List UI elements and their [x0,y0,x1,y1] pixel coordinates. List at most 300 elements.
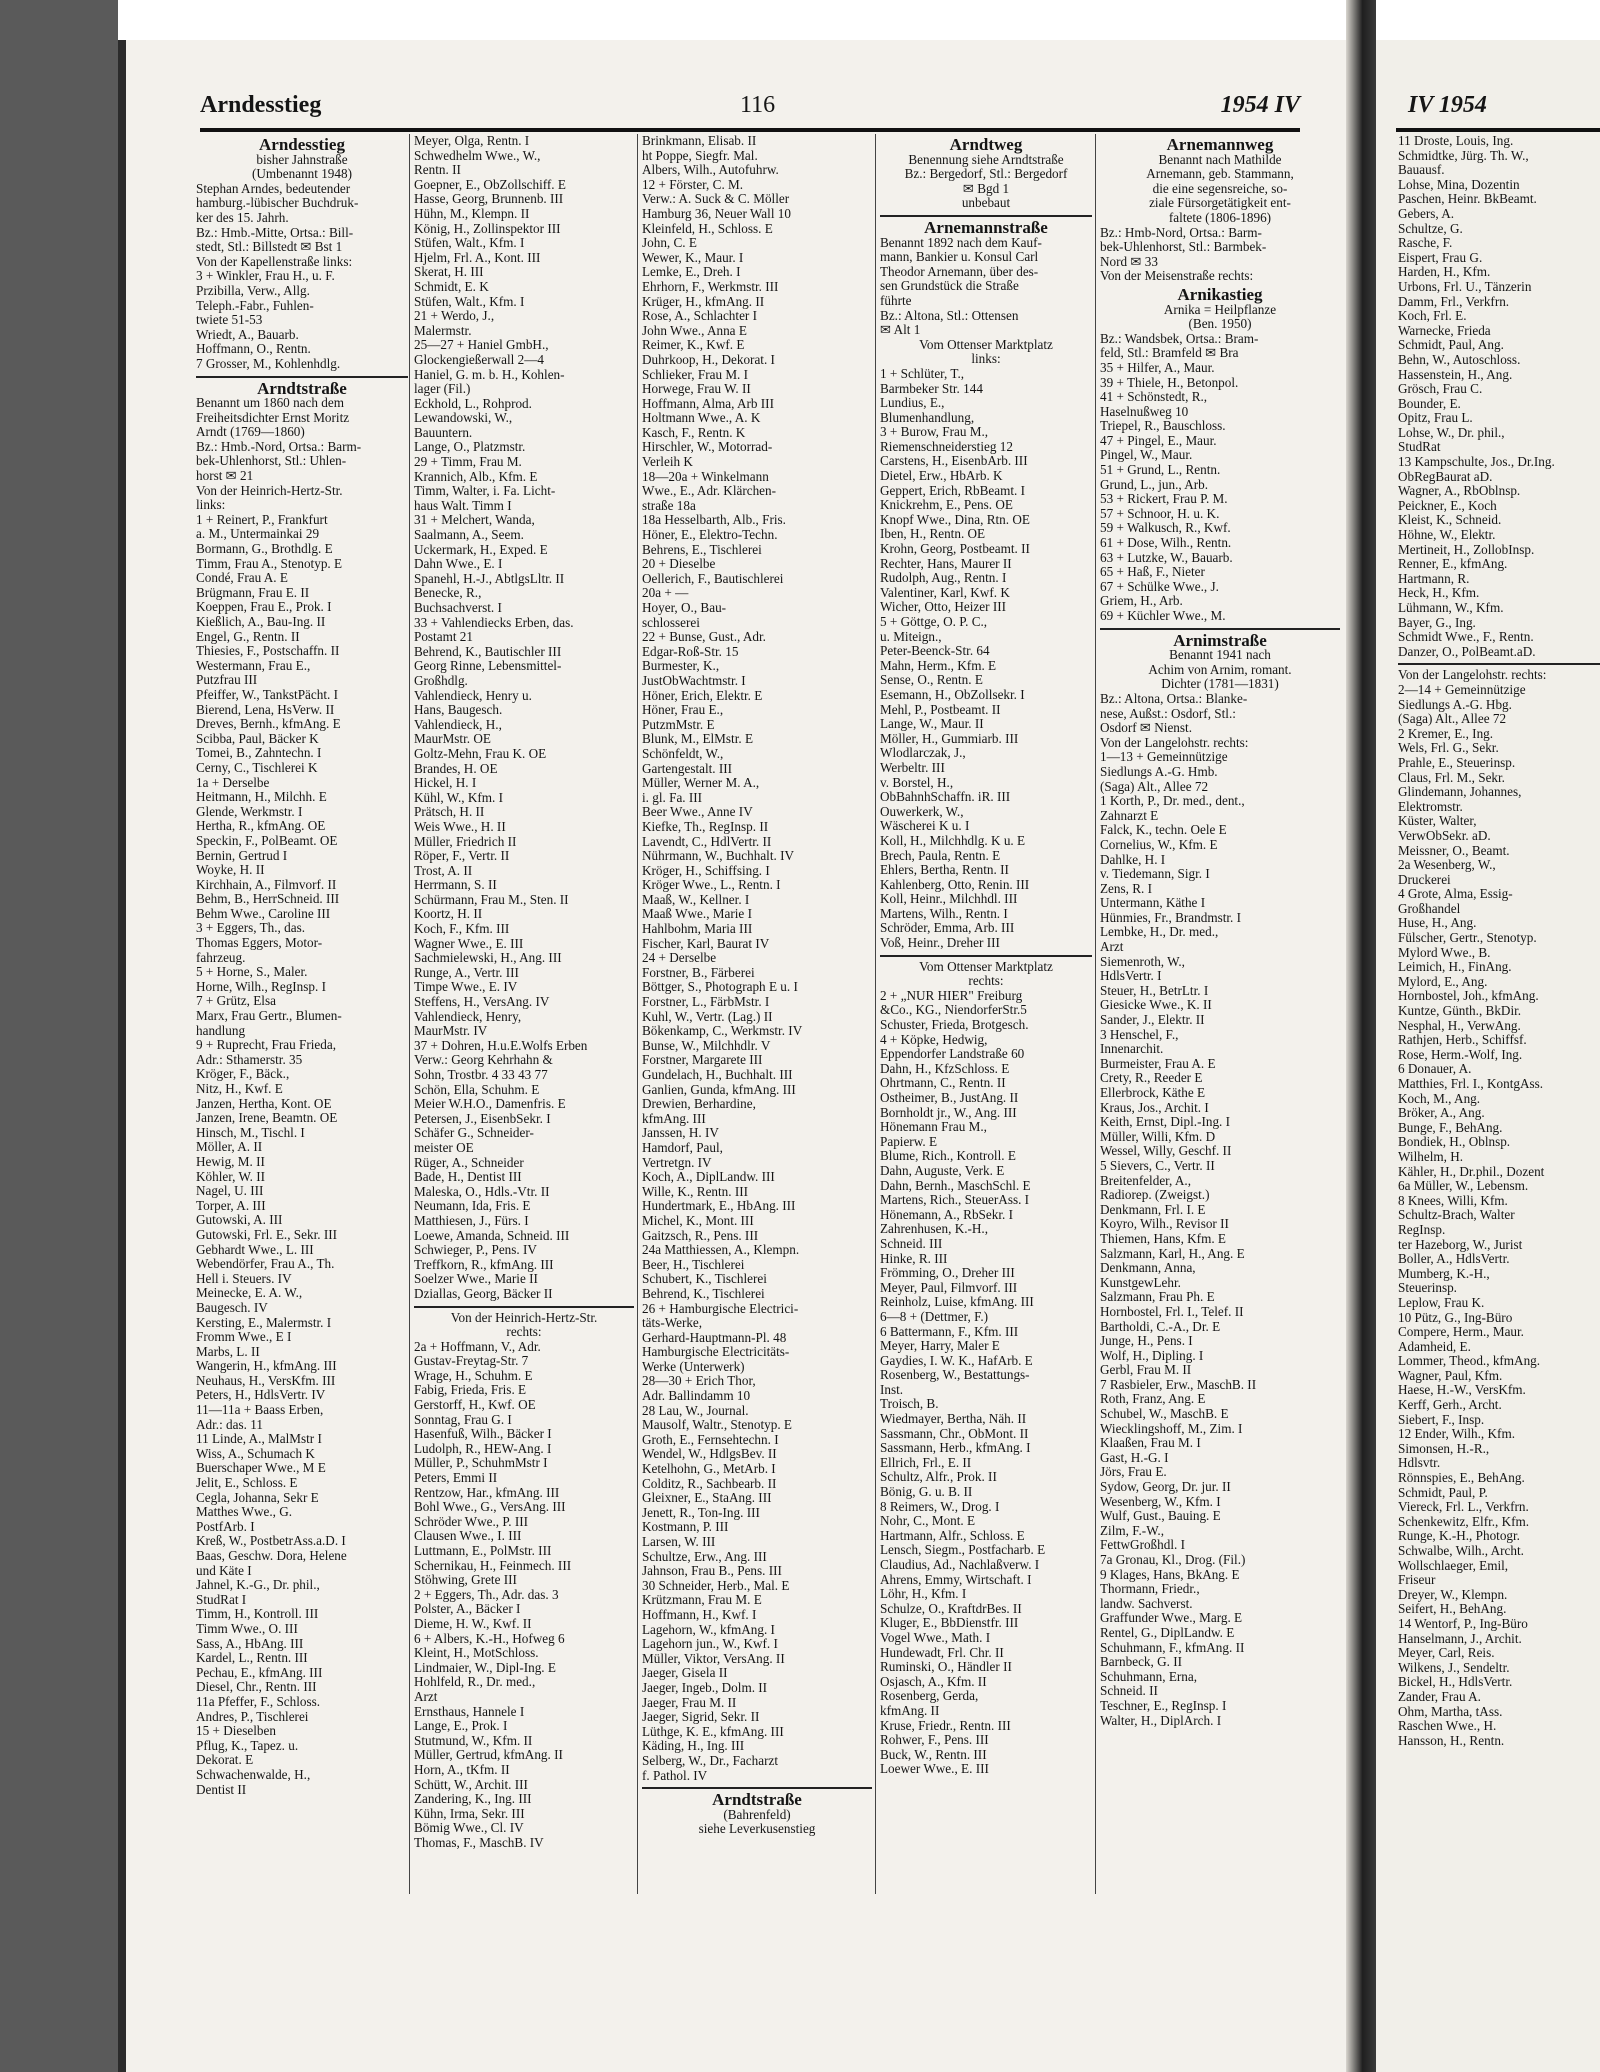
directory-entry: Müller, Friedrich II [414,834,517,849]
directory-entry: Zens, R. I [1100,881,1153,896]
directory-entry: Albers, Wilh., Autofuhrw. [642,163,779,178]
directory-entry: Peickner, E., Koch [1398,498,1497,513]
directory-entry: Peters, H., HdlsVertr. IV [196,1388,326,1403]
directory-entry: 2a Wesenberg, W., [1398,858,1496,873]
directory-entry: Rüger, A., Schneider [414,1155,524,1170]
directory-entry: Beer, H., Tischlerei [642,1257,745,1272]
directory-entry: Schwalbe, Wilh., Archt. [1398,1544,1524,1558]
directory-entry: Postamt 21 [414,630,473,645]
street-heading: Arndtstraße [712,1790,802,1810]
directory-entry: 7 Grosser, M., Kohlenhdlg. [196,356,341,371]
directory-entry: Benecke, R., [414,586,482,601]
directory-entry: Martens, Rich., SteuerAss. I [880,1193,1030,1208]
page-number: 116 [740,92,776,118]
directory-entry: Maaß Wwe., Marie I [642,907,752,922]
street-heading: Arndtstraße [257,378,347,398]
directory-entry: lager (Fil.) [414,382,471,397]
directory-entry: 9 Klages, Hans, BkAng. E [1100,1567,1240,1582]
directory-entry: Leimich, H., FinAng. [1398,960,1512,975]
directory-entry: u. Miteign., [880,629,942,644]
directory-entry: Schmidt Wwe., F., Rentn. [1398,630,1534,645]
directory-entry: Fischer, Karl, Baurat IV [642,936,770,951]
directory-entry: 2 + „NUR HIER" Freiburg [880,988,1023,1003]
directory-entry: Bohl Wwe., G., VersAng. III [414,1500,566,1515]
directory-entry: Neumann, Ida, Fris. E [414,1199,531,1214]
directory-entry: 35 + Hilfer, A., Maur. [1100,360,1215,375]
directory-entry: Dreves, Bernh., kfmAng. E [196,717,341,732]
directory-entry: Loewer Wwe., E. III [880,1762,989,1777]
directory-entry: Boller, A., HdlsVertr. [1398,1252,1510,1267]
directory-entry: Putzfrau III [196,673,258,688]
directory-entry: Engel, G., Rentn. II [196,629,300,644]
directory-entry: 5 + Göttge, O. P. C., [880,615,988,629]
directory-entry: Lemke, E., Dreh. I [642,265,741,280]
directory-entry: Groth, E., Fernsehtechn. I [642,1432,779,1447]
directory-entry: Bunge, F., BehAng. [1398,1120,1503,1135]
street-note: die eine segensreiche, so- [1152,181,1288,196]
directory-entry: Arzt [414,1689,438,1704]
street-note: ziale Fürsorgetätigkeit ent- [1149,196,1291,211]
directory-entry: Wilhelm, H. [1398,1149,1464,1164]
directory-entry: 26 + Hamburgische Electrici- [642,1301,799,1316]
directory-entry: Zilm, F.-W., [1100,1523,1165,1538]
directory-entry: Edgar-Roß-Str. 15 [642,644,739,659]
directory-entry: Meyer, Olga, Rentn. I [414,134,530,148]
directory-entry: Lensch, Siegm., Postfacharb. E [880,1543,1046,1558]
directory-entry: Hinke, R. III [880,1251,948,1266]
directory-entry: Wulf, Gust., Bauing. E [1100,1509,1221,1524]
directory-entry: Wiss, A., Schumach K [196,1446,315,1461]
directory-entry: Schuhmann, Erna, [1100,1669,1198,1684]
directory-entry: Bömig Wwe., Cl. IV [414,1821,524,1836]
directory-entry: 8 Reimers, W., Drog. I [880,1499,1000,1514]
directory-entry: nese, Außst.: Osdorf, Stl.: [1100,706,1236,721]
directory-entry: Sachmielewski, H., Ang. III [414,951,562,966]
directory-entry: Verw.: Georg Kehrhahn & [414,1053,553,1068]
directory-entry: 11a Pfeffer, F., Schloss. [196,1694,321,1709]
directory-entry: Buck, W., Rentn. III [880,1747,987,1762]
directory-entry: mann, Bankier u. Konsul Carl [880,250,1039,265]
directory-entry: straße 18a [642,498,696,513]
directory-entry: Nord ✉ 33 [1100,254,1158,269]
directory-entry: Hühn, M., Klempn. II [414,206,530,221]
directory-entry: Blunk, M., ElMstr. E [642,732,754,747]
directory-entry: Prahle, E., Steuerinsp. [1398,755,1516,770]
directory-entry: Carstens, H., EisenbArb. III [880,454,1028,469]
directory-entry: Großhdlg. [414,673,468,688]
directory-entry: führte [880,293,912,308]
directory-entry: Behrend, K., Bautischler III [414,644,562,659]
directory-entry: HdlsVertr. I [1100,969,1162,984]
directory-entry: (Saga) Alt., Allee 72 [1398,712,1507,727]
directory-entry: Schultz, Alfr., Prok. II [880,1470,997,1485]
directory-entry: 12 Ender, Wilh., Kfm. [1398,1427,1515,1442]
directory-entry: sen Grundstück die Straße [880,279,1019,294]
directory-entry: Hansson, H., Rentn. [1398,1733,1505,1748]
directory-entry: 18—20a + Winkelmann [642,469,769,484]
directory-entry: Gundelach, H., Buchhalt. III [642,1068,793,1082]
directory-entry: Larsen, W. III [642,1535,716,1549]
directory-entry: Rose, Herm.-Wolf, Ing. [1398,1047,1523,1062]
directory-entry: Valentiner, Karl, Kwf. K [880,585,1010,600]
directory-entry: Hoffmann, O., Rentn. [196,342,311,357]
directory-entry: Gutowski, Frl. E., Sekr. III [196,1227,338,1242]
directory-entry: Wolf, H., Dipling. I [1100,1348,1204,1363]
directory-entry: Condé, Frau A. E [196,571,288,586]
directory-entry: Huse, H., Ang. [1398,916,1477,931]
directory-entry: Kardel, L., Rentn. III [196,1651,308,1666]
directory-entry: Clausen Wwe., I. III [414,1529,522,1544]
directory-entry: König, H., Zollinspektor III [414,221,561,236]
directory-entry: Falck, K., techn. Oele E [1100,823,1227,838]
directory-entry: 7 Rasbieler, Erw., MaschB. II [1100,1377,1257,1392]
section-rule [642,1787,872,1789]
directory-entry: Pingel, W., Maur. [1100,448,1193,463]
directory-entry: Höner, Frau E., [642,703,724,718]
directory-entry: Kühl, W., Kfm. I [414,790,504,805]
directory-entry: Walter, H., DiplArch. I [1100,1713,1222,1728]
directory-entry: Behn, W., Autoschloss. [1398,352,1521,367]
directory-entry: Hönemann, A., RbSekr. I [880,1207,1013,1222]
directory-entry: Weis Wwe., H. II [414,819,506,834]
directory-entry: links: [196,498,226,513]
directory-entry: Lagehorn jun., W., Kwf. I [642,1637,778,1652]
directory-entry: Wessel, Willy, Geschf. II [1100,1144,1232,1159]
directory-entry: Freiheitsdichter Ernst Moritz [196,410,350,425]
directory-entry: Thomas, F., MaschB. IV [414,1835,544,1850]
directory-entry: 29 + Timm, Frau M. [414,455,522,470]
directory-entry: Rohwer, F., Pens. III [880,1733,989,1748]
directory-entry: Schuster, Frieda, Brotgesch. [880,1018,1029,1033]
directory-entry: Arndt (1769—1860) [196,425,305,440]
directory-entry: Forstner, B., Färberei [642,965,755,980]
directory-entry: Michel, K., Mont. III [642,1213,754,1228]
directory-entry: Malermstr. [414,323,472,338]
directory-entry: Giesicke Wwe., K. II [1100,998,1212,1013]
directory-entry: Troisch, B. [880,1397,939,1412]
directory-entry: Rentel, G., DiplLandw. E [1100,1625,1235,1640]
directory-entry: Wels, Frl. G., Sekr. [1398,741,1499,756]
directory-entry: Schenkewitz, Elfr., Kfm. [1398,1514,1530,1529]
directory-entry: Großhandel [1398,901,1461,916]
directory-entry: Sass, A., HbAng. III [196,1636,304,1651]
directory-entry: Keith, Ernst, Dipl.-Ing. I [1100,1115,1231,1130]
directory-entry: Lewandowski, W., [414,411,513,426]
directory-entry: Hoffmann, Alma, Arb III [642,396,774,411]
directory-entry: Meissner, O., Beamt. [1398,843,1510,858]
directory-entry: Schultz-Brach, Walter [1398,1208,1515,1223]
scan-background-left [0,0,118,2072]
directory-entry: Kähler, H., Dr.phil., Dozent [1398,1164,1545,1179]
directory-entry: 21 + Werdo, J., [414,309,495,324]
directory-entry: ObRegBaurat aD. [1398,469,1493,484]
directory-entry: &Co., KG., NiendorferStr.5 [880,1003,1027,1018]
directory-entry: Gartengestalt. III [642,761,733,776]
directory-entry: Mylord, E., Ang. [1398,974,1488,989]
directory-entry: Koortz, H. II [414,907,483,922]
directory-entry: Hirschler, W., Motorrad- [642,440,773,455]
directory-entry: Hasse, Georg, Brunnenb. III [414,192,564,207]
directory-entry: 57 + Schnoor, H. u. K. [1100,506,1220,521]
directory-entry: Schernikau, H., Feinmech. III [414,1558,572,1573]
directory-entry: bek-Uhlenhorst, Stl.: Uhlen- [196,454,347,469]
directory-entry: StudRat [1398,440,1441,455]
right-page-header [1396,88,1600,132]
directory-entry: Mausolf, Waltr., Stenotyp. E [642,1418,792,1433]
directory-entry: Przibilla, Verw., Allg. [196,283,310,298]
directory-entry: Blume, Rich., Kontroll. E [880,1149,1016,1164]
directory-entry: Selberg, W., Dr., Facharzt [642,1753,779,1768]
directory-entry: Steuerinsp. [1398,1281,1457,1296]
directory-entry: Von der Meisenstraße rechts: [1100,269,1254,284]
directory-entry: Knopf Wwe., Dina, Rtn. OE [880,512,1030,527]
header-street: Arndesstieg [200,92,322,118]
directory-entry: PostfArb. I [196,1519,255,1534]
directory-entry: Schubel, W., MaschB. E [1100,1407,1229,1422]
directory-entry: Wiecklingshoff, M., Zim. I [1100,1421,1243,1436]
directory-entry: Dahn, H., KfzSchloss. E [880,1061,1010,1076]
directory-entry: Kröger, F., Bäck., [196,1067,290,1082]
directory-entry: Bade, H., Dentist III [414,1170,522,1185]
directory-entry: Papierw. E [880,1134,938,1149]
directory-entry: Jaeger, Sigrid, Sekr. II [642,1710,760,1725]
directory-entry: 41 + Schönstedt, R., [1100,390,1208,405]
directory-entry: Jaeger, Ingeb., Dolm. II [642,1680,768,1695]
directory-entry: Crety, R., Reeder E [1100,1071,1203,1086]
book-gutter [1346,0,1376,2072]
directory-entry: Benannt 1892 nach dem Kauf- [880,235,1042,250]
directory-entry: Bickel, H., HdlsVertr. [1398,1675,1513,1690]
column-rule [875,134,876,1894]
directory-entry: bek-Uhlenhorst, Stl.: Barmbek- [1100,240,1267,255]
directory-entry: v. Tiedemann, Sigr. I [1100,867,1210,882]
directory-entry: Nitz, H., Kwf. E [196,1082,283,1096]
directory-entry: Siedlungs A.-G. Hmb. [1100,764,1218,779]
directory-entry: Hans, Baugesch. [414,703,503,718]
directory-entry: Jahnel, K.-G., Dr. phil., [196,1578,320,1593]
directory-entry: Grösch, Frau C. [1398,382,1483,397]
directory-entry: Junge, H., Pens. I [1100,1334,1193,1349]
directory-entry: Soelzer Wwe., Marie II [414,1272,538,1287]
directory-entry: Kirchhain, A., Filmvorf. II [196,877,337,892]
directory-entry: Schröder, Emma, Arb. III [880,921,1015,936]
directory-entry: 18a Hesselbarth, Alb., Fris. [642,513,786,528]
directory-entry: Buerschaper Wwe., M E [196,1461,326,1476]
directory-entry: Warnecke, Frieda [1398,323,1491,338]
directory-entry: Salzmann, Frau Ph. E [1100,1290,1215,1305]
directory-entry: 6 Battermann, F., Kfm. III [880,1324,1019,1339]
directory-entry: Raschen Wwe., H. [1398,1719,1497,1734]
directory-entry: Schultze, Erw., Ang. III [642,1549,767,1564]
directory-entry: Thomas Eggers, Motor- [196,936,323,951]
directory-entry: Horne, Wilh., RegInsp. I [196,979,326,994]
directory-entry: feld, Stl.: Bramfeld ✉ Bra [1100,346,1239,361]
column-rule [409,134,410,1894]
directory-entry: Horn, A., tKfm. II [414,1762,510,1777]
directory-entry: Mumberg, K.-H., [1398,1266,1490,1281]
street-note: (Ben. 1950) [1188,317,1252,332]
directory-entry: Heck, H., Kfm. [1398,586,1480,601]
directory-entry: Ketelhohn, G., MetArb. I [642,1462,776,1477]
directory-entry: meister OE [414,1140,474,1155]
street-note: Arnemann, geb. Stammann, [1146,167,1294,182]
directory-entry: haus Walt. Timm I [414,498,512,513]
directory-entry: Hickel, H. I [414,776,477,791]
directory-entry: Eispert, Frau G. [1398,250,1483,265]
directory-entry: Siedlungs A.-G. Hbg. [1398,697,1512,712]
directory-entry: Dietel, Erw., HbArb. K [880,469,1003,484]
directory-entry: Timm, Frau A., Stenotyp. E [196,556,343,571]
text-column [642,134,872,2024]
directory-entry: StudRat I [196,1592,247,1607]
directory-entry: Radiorep. (Zweigst.) [1100,1188,1210,1203]
directory-entry: stedt, Stl.: Billstedt ✉ Bst 1 [196,240,343,255]
scan-edge-shadow [118,40,126,2072]
directory-entry: Hamburg 36, Neuer Wall 10 [642,206,791,221]
column-rule [637,134,638,1894]
directory-entry: Kühn, Irma, Sekr. III [414,1806,525,1821]
street-note: ✉ Bgd 1 [962,181,1010,196]
directory-entry: Stephan Arndes, bedeutender [196,181,351,196]
directory-entry: Koll, Heinr., Milchhdl. III [880,892,1018,907]
directory-entry: Rose, A., Schlachter I [642,309,757,324]
street-heading: Arnemannstraße [924,217,1048,237]
directory-entry: Koch, F., Kfm. III [414,922,510,937]
directory-entry: Kersting, E., Malermstr. I [196,1315,332,1330]
directory-entry: Lühmann, W., Kfm. [1398,601,1504,615]
directory-entry: 61 + Dose, Wilh., Rentn. [1100,536,1232,551]
directory-entry: ✉ Alt 1 [880,323,921,338]
directory-entry: Rasche, F. [1398,236,1453,251]
directory-entry: Elektromstr. [1398,799,1463,814]
directory-entry: Dekorat. E [196,1753,254,1768]
directory-entry: 65 + Haß, F., Nieter [1100,565,1205,580]
directory-entry: Zahrenhusen, K.-H., [880,1222,989,1237]
directory-entry: Grund, L., jun., Arb. [1100,477,1209,492]
directory-entry: 3 Henschel, F., [1100,1027,1179,1042]
directory-entry: 3 + Eggers, Th., das. [196,921,306,936]
directory-entry: JustObWachtmstr. I [642,673,746,688]
directory-entry: i. gl. Fa. III [642,790,703,805]
directory-entry: Kostmann, P. III [642,1520,729,1535]
directory-entry: Barmbeker Str. 144 [880,381,983,396]
directory-entry: Iben, H., Rentn. OE [880,527,986,542]
directory-entry: Uckermark, H., Exped. E [414,542,548,557]
directory-entry: Spanehl, H.-J., AbtlgsLltr. II [414,571,565,586]
directory-entry: Vahlendieck, Henry u. [414,688,532,703]
directory-entry: Bernin, Gertrud I [196,848,288,863]
directory-entry: Löhr, H., Kfm. I [880,1587,967,1602]
directory-entry: Meyer, Harry, Maler E [880,1339,1000,1354]
directory-entry: Sonntag, Frau G. I [414,1412,512,1427]
directory-entry: 51 + Grund, L., Rentn. [1100,463,1221,478]
directory-entry: Koch, Frl. E. [1398,309,1467,324]
directory-entry: Hamburgische Electricitäts- [642,1345,790,1360]
directory-entry: Behrens, E., Tischlerei [642,542,762,557]
directory-entry: Wangerin, H., kfmAng. III [196,1359,337,1374]
directory-entry: Horwege, Frau W. II [642,382,751,397]
directory-entry: Küster, Walter, [1398,814,1477,829]
directory-entry: Klaaßen, Frau M. I [1100,1436,1201,1451]
directory-entry: Wäscherei K u. I [880,819,970,834]
directory-entry: Hartmann, Alfr., Schloss. E [880,1528,1025,1543]
directory-entry: Ehlers, Bertha, Rentn. II [880,863,1009,878]
directory-entry: Druckerei [1398,872,1451,887]
directory-entry: Oellerich, F., Bautischlerei [642,571,784,586]
directory-entry: Adr.: das. 11 [196,1417,263,1432]
directory-entry: Luttmann, E., PolMstr. III [414,1544,552,1558]
directory-entry: ker des 15. Jahrh. [196,210,289,225]
directory-entry: 11—11a + Baass Erben, [196,1403,324,1418]
directory-entry: Jörs, Frau E. [1100,1465,1167,1480]
directory-entry: Treffkorn, R., kfmAng. III [414,1257,554,1272]
directory-entry: Schlieker, Frau M. I [642,367,749,382]
directory-entry: Wewer, K., Maur. I [642,250,744,265]
street-note: Arnika = Heilpflanze [1163,302,1277,317]
directory-entry: Pflug, K., Tapez. u. [196,1738,299,1753]
directory-entry: Bayer, G., Ing. [1398,615,1476,630]
section-rule [880,215,1092,217]
directory-entry: Ohm, Martha, tAss. [1398,1704,1503,1719]
directory-entry: Riemenschneiderstieg 12 [880,439,1013,454]
directory-entry: Wwe., E., Adr. Klärchen- [642,484,777,499]
directory-entry: Koeppen, Frau E., Prok. I [196,600,332,615]
directory-entry: Hönemann Frau M., [880,1120,987,1135]
directory-entry: Janzen, Hertha, Kont. OE [196,1096,332,1111]
directory-entry: Pfeiffer, W., TankstPächt. I [196,687,339,702]
directory-entry: Triepel, R., Bauschloss. [1100,419,1226,434]
directory-entry: Breitenfelder, A., [1100,1173,1192,1188]
directory-entry: Paschen, Heinr. BkBeamt. [1398,192,1537,207]
directory-entry: Ernsthaus, Hannele I [414,1704,525,1719]
directory-entry: Jaeger, Gisela II [642,1666,728,1681]
section-rule [1398,663,1600,665]
directory-entry: (Saga) Alt., Allee 72 [1100,779,1209,794]
directory-entry: Dahn, Auguste, Verk. E [880,1163,1005,1178]
directory-entry: Salzmann, Karl, H., Ang. E [1100,1246,1245,1261]
street-note: Benennung siehe Arndtstraße [908,152,1064,167]
directory-entry: 9 + Ruprecht, Frau Frieda, [196,1038,337,1053]
directory-entry: 2a + Hoffmann, V., Adr. [414,1339,541,1354]
directory-entry: 37 + Dohren, H.u.E.Wolfs Erben [414,1038,588,1053]
directory-entry: Damm, Frl., Verkfrn. [1398,294,1510,309]
directory-entry: Schmidtke, Jürg. Th. W., [1398,148,1529,163]
directory-entry: Meyer, Carl, Reis. [1398,1646,1495,1661]
directory-entry: Sassmann, Herb., kfmAng. I [880,1441,1031,1456]
directory-entry: Harden, H., Kfm. [1398,265,1491,280]
directory-entry: Martens, Wilh., Rentn. I [880,906,1008,921]
directory-entry: Hartmann, R. [1398,571,1470,586]
directory-entry: Gustav-Freytag-Str. 7 [414,1354,529,1369]
directory-entry: Fromm Wwe., E I [196,1330,292,1345]
street-note: Dichter (1781—1831) [1161,677,1279,692]
directory-entry: 10 Pütz, G., Ing-Büro [1398,1310,1513,1325]
directory-entry: Hundewadt, Frl. Chr. II [880,1645,1004,1660]
directory-entry: Dahn, Bernh., MaschSchl. E [880,1178,1031,1193]
directory-entry: Rathjen, Herb., Schiffsf. [1398,1033,1527,1048]
directory-entry: Meinecke, E. A. W., [196,1286,303,1301]
directory-entry: Hanselmann, J., Archit. [1398,1631,1522,1646]
directory-entry: Lohse, Mina, Dozentin [1398,177,1520,192]
directory-entry: Adamheid, E. [1398,1339,1471,1354]
directory-entry: Jaeger, Frau M. II [642,1695,737,1710]
right-page-year-issue: IV 1954 [1408,92,1487,118]
directory-entry: Verw.: A. Suck & C. Möller [642,192,790,207]
directory-entry: 30 Schneider, Herb., Mal. E [642,1578,790,1593]
directory-entry: Brügmann, Frau E. II [196,585,310,600]
directory-entry: Kluger, E., BbDienstfr. III [880,1616,1019,1631]
directory-entry: Wendel, W., HdlgsBev. II [642,1447,777,1462]
